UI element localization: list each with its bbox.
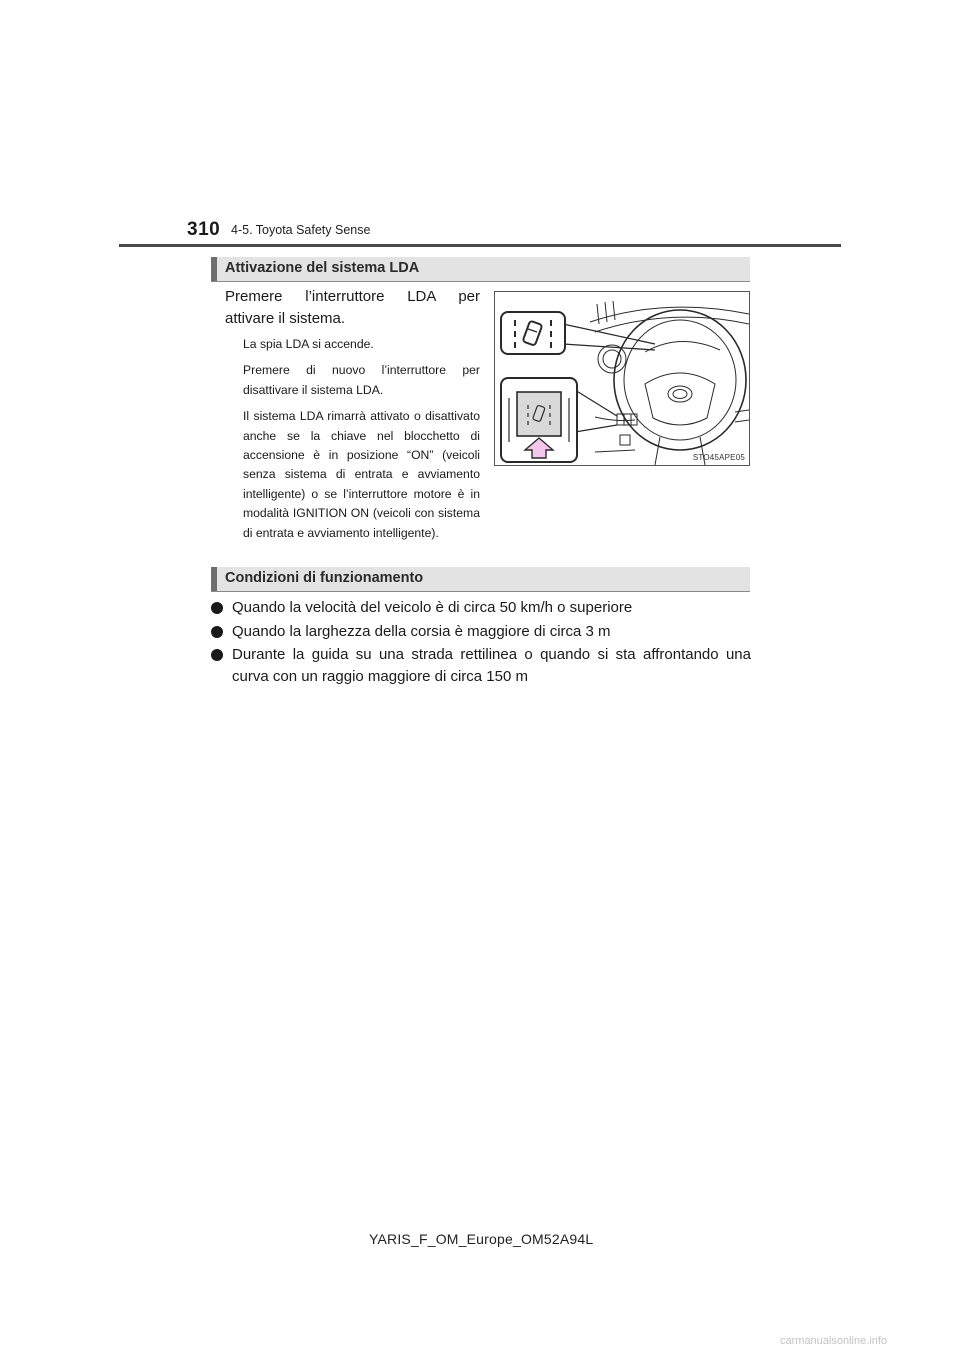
condition-speed: Quando la velocità del veicolo è di circa 50 km/h o superiore xyxy=(232,599,633,616)
bullet-icon xyxy=(211,602,223,614)
condition-lane-width: Quando la larghezza della corsia è maggiore di circa 3 m xyxy=(232,622,611,640)
list-item xyxy=(211,621,751,643)
note-memory: Il sistema LDA rimarrà attivato o disattivato anche se la chiave nel blocchetto di accensione è in posizione “ON” (veicoli senza sistema di entrata e avviamento intelligente) o se l’interruttore motore è in modalità IGNITION ON (veicoli con sistema di entrata e avviamento intelligente). xyxy=(243,409,480,540)
dashboard-drawing xyxy=(495,292,749,465)
document-code: YARIS_F_OM_Europe_OM52A94L xyxy=(369,1231,594,1247)
header-divider xyxy=(119,244,841,247)
lda-switch-illustration xyxy=(494,291,750,466)
condition-curve-radius: Durante la guida su una strada rettilinea o quando si sta affrontando una curva con un raggio maggiore di circa 150 m xyxy=(232,646,751,685)
activation-intro xyxy=(225,286,480,330)
page-number: 310 xyxy=(187,219,221,240)
bullet-icon xyxy=(211,649,223,661)
note-deactivate: Premere di nuovo l’interruttore per disattivare il sistema LDA. xyxy=(243,363,480,397)
bullet-icon xyxy=(211,626,223,638)
list-item xyxy=(211,644,751,688)
intro-line-1: Premere l’interruttore LDA per xyxy=(225,288,480,305)
conditions-heading-bar xyxy=(211,567,750,592)
watermark: carmanualsonline.info xyxy=(780,1335,888,1347)
list-item xyxy=(211,597,751,619)
section-title: 4-5. Toyota Safety Sense xyxy=(231,223,371,237)
intro-line-2: attivare il sistema. xyxy=(225,310,346,327)
activation-heading-bar xyxy=(211,257,750,282)
activation-notes xyxy=(243,335,480,550)
conditions-list xyxy=(211,597,751,690)
activation-heading: Attivazione del sistema LDA xyxy=(225,260,420,276)
conditions-heading: Condizioni di funzionamento xyxy=(225,570,424,586)
note-indicator: La spia LDA si accende. xyxy=(243,337,374,351)
figure-code: STO45APE05 xyxy=(692,453,745,462)
